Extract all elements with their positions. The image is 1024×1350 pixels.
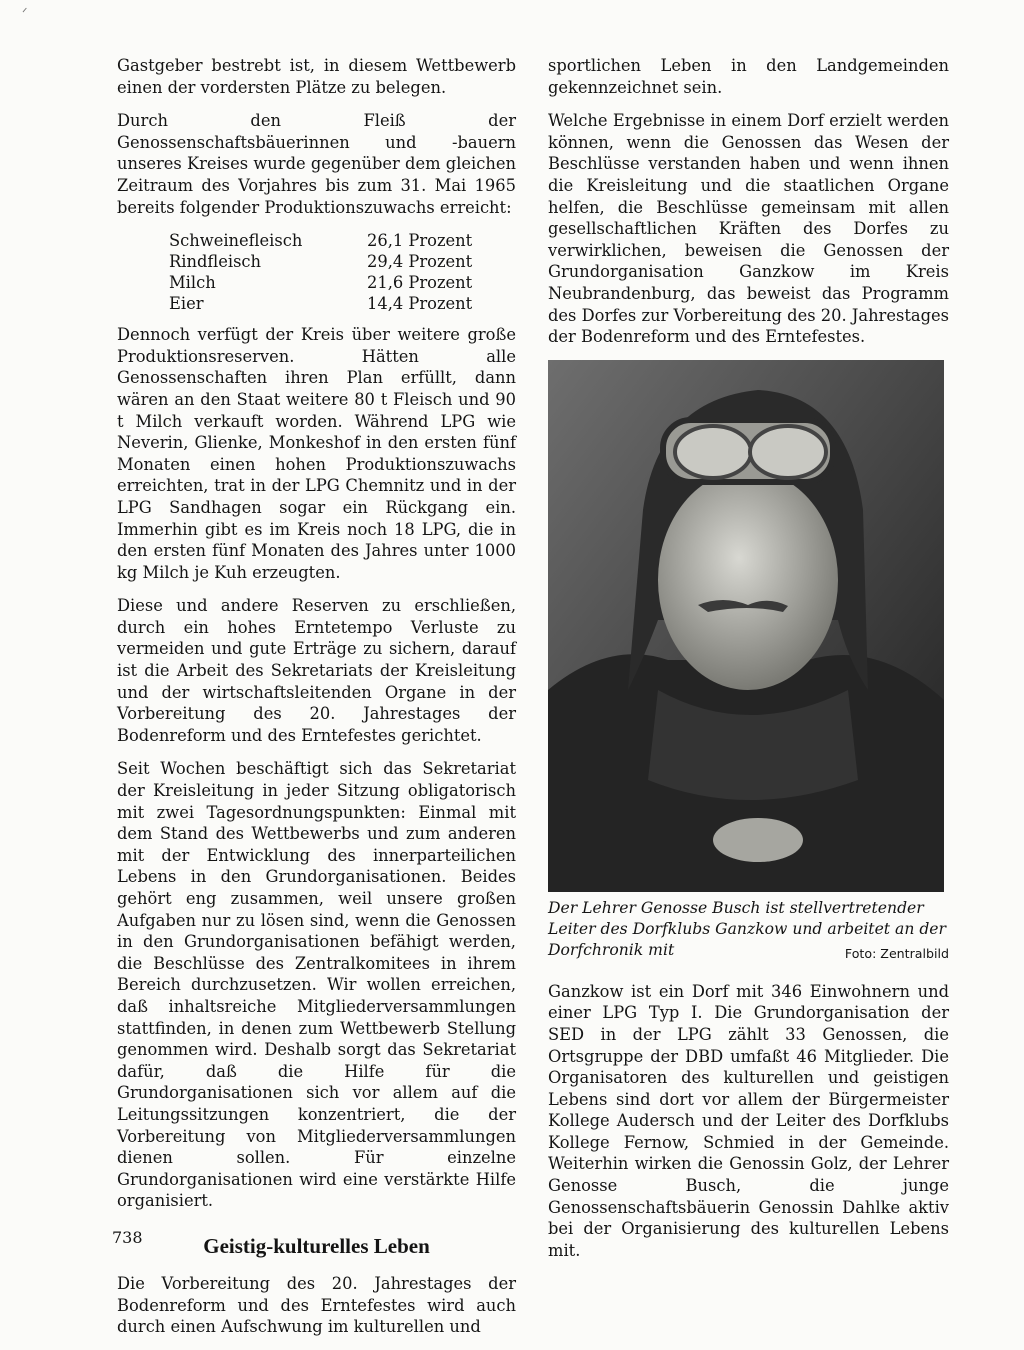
paragraph: Die Vorbereitung des 20. Jahrestages der Bodenreform und des Erntefestes wird auch durch einen Aufschwung im kulturellen und bbox=[117, 1273, 516, 1337]
caption-text: Der Lehrer Genosse Busch ist stellvertretender Leiter des Dorfklubs Ganzkow und arbeitet an der Dorfchronik mit bbox=[548, 898, 946, 959]
production-value: 14,4 Prozent bbox=[367, 294, 473, 314]
paragraph: sportlichen Leben in den Landgemeinden gekennzeichnet sein. bbox=[548, 56, 949, 97]
page-number: 738 bbox=[112, 1228, 143, 1247]
production-item: Rindfleisch bbox=[169, 252, 262, 272]
table-row bbox=[169, 272, 472, 293]
production-item: Schweinefleisch bbox=[169, 231, 303, 251]
right-column bbox=[548, 55, 949, 1273]
section-heading: Geistig-kulturelles Leben bbox=[203, 1233, 430, 1258]
paragraph: Diese und andere Reserven zu erschließen, durch ein hohes Erntetempo Verluste zu vermeiden und gute Erträge zu sichern, darauf ist die Arbeit des Sekretariats der Kreisleitung und der wirtschaftsleitenden Organe in der Vorbereitung des 20. Jahrestages der Bodenreform und des Erntefestes gerichtet. bbox=[117, 596, 516, 745]
production-value: 21,6 Prozent bbox=[367, 273, 473, 293]
table-row bbox=[169, 293, 472, 314]
paragraph: Gastgeber bestrebt ist, in diesem Wettbewerb einen der vordersten Plätze zu belegen. bbox=[117, 56, 516, 97]
scan-mark: ᐟ bbox=[22, 6, 28, 21]
paragraph: Ganzkow ist ein Dorf mit 346 Einwohnern und einer LPG Typ I. Die Grundorganisation der SED in der LPG zählt 33 Genossen, die Ortsgruppe der DBD umfaßt 46 Mitglieder. Die Organisatoren des kulturellen und geistigen Lebens sind dort vor allem der Bürgermeister Kollege Audersch und der Leiter des Dorfklubs Kollege Fernow, Schmied in der Gemeinde. Weiterhin wirken die Genossin Golz, der Lehrer Genosse Busch, die junge Genossenschaftsbäuerin Genossin Dahlke aktiv bei der Organisierung des kulturellen Lebens mit. bbox=[548, 981, 949, 1260]
paragraph: Welche Ergebnisse in einem Dorf erzielt werden können, wenn die Genossen das Wesen der Beschlüsse verstanden haben und wenn ihnen die Kreisleitung und die staatlichen Organe helfen, die Beschlüsse gemeinsam mit allen gesellschaftlichen Kräften des Dorfes zu verwirklichen, beweisen die Genossen der Grundorganisation Ganzkow im Kreis Neubrandenburg, das beweist das Programm des Dorfes zur Vorbereitung des 20. Jahrestages der Bodenreform und des Erntefestes. bbox=[548, 111, 949, 347]
production-value: 29,4 Prozent bbox=[367, 252, 473, 272]
production-value: 26,1 Prozent bbox=[367, 231, 473, 251]
left-column bbox=[117, 55, 516, 1350]
paragraph: Seit Wochen beschäftigt sich das Sekretariat der Kreisleitung in jeder Sitzung obligatorisch mit zwei Tagesordnungspunkten: Einmal mit dem Stand des Wettbewerbs und zum anderen mit der Entwicklung des innerparteilichen Lebens in den Grundorganisationen. Beides gehört eng zusammen, weil unsere großen Aufgaben nur zu lösen sind, wenn die Genossen in den Grundorganisationen befähigt werden, die Beschlüsse des Zentralkomitees in ihrem Bereich durchzusetzen. Wir wollen erreichen, daß inhaltsreiche Mitgliederversammlungen stattfinden, in denen zum Wettbewerb Stellung genommen wird. Deshalb sorgt das Sekretariat dafür, daß die Hilfe für die Grundorganisationen sich vor allem auf die Leitungssitzungen konzentriert, die der Vorbereitung von Mitgliederversammlungen dienen sollen. Für einzelne Grundorganisationen wird eine verstärkte Hilfe organisiert. bbox=[117, 759, 516, 1211]
photo-credit: Foto: Zentralbild bbox=[844, 945, 949, 961]
production-item: Milch bbox=[169, 273, 216, 293]
table-row bbox=[169, 251, 472, 272]
table-row bbox=[169, 230, 472, 251]
photo-caption bbox=[548, 898, 949, 961]
portrait-photo bbox=[548, 360, 944, 892]
paragraph: Durch den Fleiß der Genossenschaftsbäuerinnen und -bauern unseres Kreises wurde gegenüber dem gleichen Zeitraum des Vorjahres bis zum 31. Mai 1965 bereits folgender Produktionszuwachs erreicht: bbox=[117, 111, 516, 217]
portrait-illustration bbox=[548, 360, 944, 892]
production-item: Eier bbox=[169, 294, 204, 314]
paragraph: Dennoch verfügt der Kreis über weitere große Produktionsreserven. Hätten alle Genossenschaften ihren Plan erfüllt, dann wären an den Staat weitere 80 t Fleisch und 90 t Milch verkauft worden. Während LPG wie Neverin, Glienke, Monkeshof in den ersten fünf Monaten einen hohen Produktionszuwachs erreichten, trat in der LPG Chemnitz und in der LPG Sandhagen sogar ein Rückgang ein. Immerhin gibt es im Kreis noch 18 LPG, die in den ersten fünf Monaten des Jahres unter 1000 kg Milch je Kuh erzeugten. bbox=[117, 325, 516, 582]
production-table bbox=[169, 230, 472, 314]
